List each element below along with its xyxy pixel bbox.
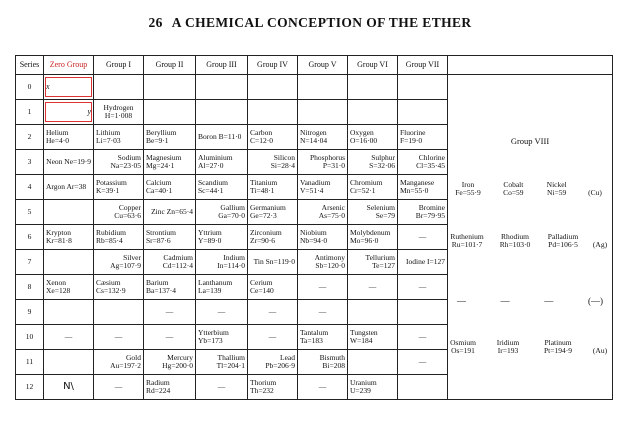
series-number: 0 (16, 75, 44, 100)
cell (398, 75, 448, 100)
element-cell: Chromium Cr=52·1 (348, 175, 398, 200)
cell (196, 75, 248, 100)
element-cell: Zirconium Zr=90·6 (248, 225, 298, 250)
group-8-element: — (500, 296, 510, 306)
series-number: 4 (16, 175, 44, 200)
element-cell: — (298, 300, 348, 325)
group-8-element: Osmium Os=191 (450, 338, 476, 355)
cell (348, 75, 398, 100)
element-cell: — (298, 375, 348, 400)
page-number: 26 (148, 15, 163, 30)
element-cell: — (348, 275, 398, 300)
series-number: 6 (16, 225, 44, 250)
group-8-element: (Cu) (588, 188, 602, 197)
col-group-3: Group III (196, 56, 248, 75)
element-cell: Phosphorus P=31·0 (298, 150, 348, 175)
group-8-element: Rhodium Rh=103·0 (499, 232, 531, 249)
cell (348, 100, 398, 125)
cell (44, 200, 94, 225)
cell (298, 100, 348, 125)
element-cell: — (398, 325, 448, 350)
element-cell: Copper Cu=63·6 (94, 200, 144, 225)
element-cell: Lead Pb=206·9 (248, 350, 298, 375)
element-cell: Xenon Xe=128 (44, 275, 94, 300)
group-8-title: Group VIII (510, 136, 550, 146)
element-cell: Lithium Li=7·03 (94, 125, 144, 150)
cell (298, 75, 348, 100)
element-cell: Molybdenum Mo=96·0 (348, 225, 398, 250)
element-cell: — (248, 300, 298, 325)
element-cell (348, 300, 398, 325)
element-cell: Cerium Ce=140 (248, 275, 298, 300)
element-cell: Boron B=11·0 (196, 125, 248, 150)
element-cell: Gallium Ga=70·0 (196, 200, 248, 225)
element-cell: Scandium Sc=44·1 (196, 175, 248, 200)
group-8-element: (Ag) (592, 240, 608, 249)
series-number: 12 (16, 375, 44, 400)
series-number: 5 (16, 200, 44, 225)
element-cell: Ytterbium Yb=173 (196, 325, 248, 350)
page-heading (0, 15, 620, 31)
cell (44, 300, 94, 325)
cell (248, 100, 298, 125)
element-cell: Silicon Si=28·4 (248, 150, 298, 175)
element-cell: Germanium Ge=72·3 (248, 200, 298, 225)
element-cell: Antimony Sb=120·0 (298, 250, 348, 275)
periodic-table (15, 55, 613, 400)
element-cell: Oxygen O=16·00 (348, 125, 398, 150)
series-number: 3 (16, 150, 44, 175)
group-8-element: — (544, 296, 554, 306)
group-8-element: (Au) (592, 346, 608, 355)
group-8-element: Iron Fe=55·9 (455, 180, 481, 197)
element-cell: Manganese Mn=55·0 (398, 175, 448, 200)
cell (196, 100, 248, 125)
element-cell: Barium Ba=137·4 (144, 275, 196, 300)
element-cell: Chlorine Cl=35·45 (398, 150, 448, 175)
series-number: 9 (16, 300, 44, 325)
element-cell: Strontium Sr=87·6 (144, 225, 196, 250)
element-cell (398, 300, 448, 325)
element-cell: Bromine Br=79·95 (398, 200, 448, 225)
element-cell: Bismuth Bi=208 (298, 350, 348, 375)
group-8-element: Cobalt Co=59 (503, 180, 524, 197)
col-zero-group: Zero Group (44, 56, 94, 75)
element-cell: Krypton Kr=81·8 (44, 225, 94, 250)
element-cell: Selenium Se=79 (348, 200, 398, 225)
group-8-element: — (457, 296, 466, 306)
series-number: 11 (16, 350, 44, 375)
element-cell: Indium In=114·0 (196, 250, 248, 275)
cell (398, 375, 448, 400)
cell (44, 250, 94, 275)
element-cell: Arsenic As=75·0 (298, 200, 348, 225)
element-cell (94, 300, 144, 325)
zero-group-cell: y (44, 100, 94, 125)
element-cell: — (94, 325, 144, 350)
element-cell: Sulphur S=32·06 (348, 150, 398, 175)
col-group-1: Group I (94, 56, 144, 75)
group-8-element: Nickel Ni=59 (546, 180, 567, 197)
group-8-element: Iridium Ir=193 (496, 338, 520, 355)
cell (248, 75, 298, 100)
element-cell: Neon Ne=19·9 (44, 150, 94, 175)
group-8-element: Palladium Pd=106·5 (547, 232, 579, 249)
element-cell: Nitrogen N=14·04 (298, 125, 348, 150)
cell (398, 100, 448, 125)
element-cell: — (144, 300, 196, 325)
element-cell: — (196, 300, 248, 325)
element-cell: Tungsten W=184 (348, 325, 398, 350)
element-cell: Tellurium Te=127 (348, 250, 398, 275)
element-cell: Aluminium Al=27·0 (196, 150, 248, 175)
element-cell (348, 350, 398, 375)
element-cell: Carbon C=12·0 (248, 125, 298, 150)
element-cell: — (44, 325, 94, 350)
cell (94, 75, 144, 100)
element-cell: Zinc Zn=65·4 (144, 200, 196, 225)
element-cell: Uranium U=239 (348, 375, 398, 400)
group-8-element: Ruthenium Ru=101·7 (450, 232, 484, 249)
element-cell: Tantalum Ta=183 (298, 325, 348, 350)
series-number: 7 (16, 250, 44, 275)
element-cell: Radium Rd=224 (144, 375, 196, 400)
group-8-element: Platinum Pt=194·9 (544, 338, 572, 355)
col-group-5: Group V (298, 56, 348, 75)
element-cell: Lanthanum La=139 (196, 275, 248, 300)
element-cell: — (248, 325, 298, 350)
series-number: 1 (16, 100, 44, 125)
header-row (16, 56, 613, 75)
element-cell: Niobium Nb=94·0 (298, 225, 348, 250)
col-group-6: Group VI (348, 56, 398, 75)
col-series: Series (16, 56, 44, 75)
element-cell: — (398, 225, 448, 250)
element-cell: — (144, 325, 196, 350)
element-cell: Potassium K=39·1 (94, 175, 144, 200)
element-cell: Yttrium Y=89·0 (196, 225, 248, 250)
handwritten-mark: N\ (44, 375, 94, 400)
element-cell: Hydrogen H=1·008 (94, 100, 144, 125)
zero-group-cell: x (44, 75, 94, 100)
element-cell: Mercury Hg=200·0 (144, 350, 196, 375)
element-cell: Fluorine F=19·0 (398, 125, 448, 150)
element-cell: Silver Ag=107·9 (94, 250, 144, 275)
cell (144, 100, 196, 125)
cell (44, 350, 94, 375)
group-8-element: (—) (587, 296, 603, 306)
element-cell: Beryllium Be=9·1 (144, 125, 196, 150)
element-cell: Sodium Na=23·05 (94, 150, 144, 175)
element-cell: Cæsium Cs=132·9 (94, 275, 144, 300)
col-group-7: Group VII (398, 56, 448, 75)
page-title: A CHEMICAL CONCEPTION OF THE ETHER (171, 15, 472, 30)
element-cell: Helium He=4·0 (44, 125, 94, 150)
element-cell: Cadmium Cd=112·4 (144, 250, 196, 275)
group-8-block (448, 75, 613, 400)
element-cell: — (298, 275, 348, 300)
element-cell: Magnesium Mg=24·1 (144, 150, 196, 175)
element-cell: Thallium Tl=204·1 (196, 350, 248, 375)
series-number: 10 (16, 325, 44, 350)
element-cell: Vanadium V=51·4 (298, 175, 348, 200)
col-group-4: Group IV (248, 56, 298, 75)
element-cell: Tin Sn=119·0 (248, 250, 298, 275)
cell (144, 75, 196, 100)
element-cell: — (94, 375, 144, 400)
element-cell: — (398, 350, 448, 375)
element-cell: Argon Ar=38 (44, 175, 94, 200)
col-group-2: Group II (144, 56, 196, 75)
element-cell: Titanium Ti=48·1 (248, 175, 298, 200)
element-cell: — (398, 275, 448, 300)
element-cell: Calcium Ca=40·1 (144, 175, 196, 200)
series-number: 8 (16, 275, 44, 300)
series-number: 2 (16, 125, 44, 150)
element-cell: Thorium Th=232 (248, 375, 298, 400)
element-cell: Rubidium Rb=85·4 (94, 225, 144, 250)
element-cell: Iodine I=127 (398, 250, 448, 275)
col-group-8 (448, 56, 613, 75)
element-cell: — (196, 375, 248, 400)
table-row (16, 75, 613, 100)
element-cell: Gold Au=197·2 (94, 350, 144, 375)
